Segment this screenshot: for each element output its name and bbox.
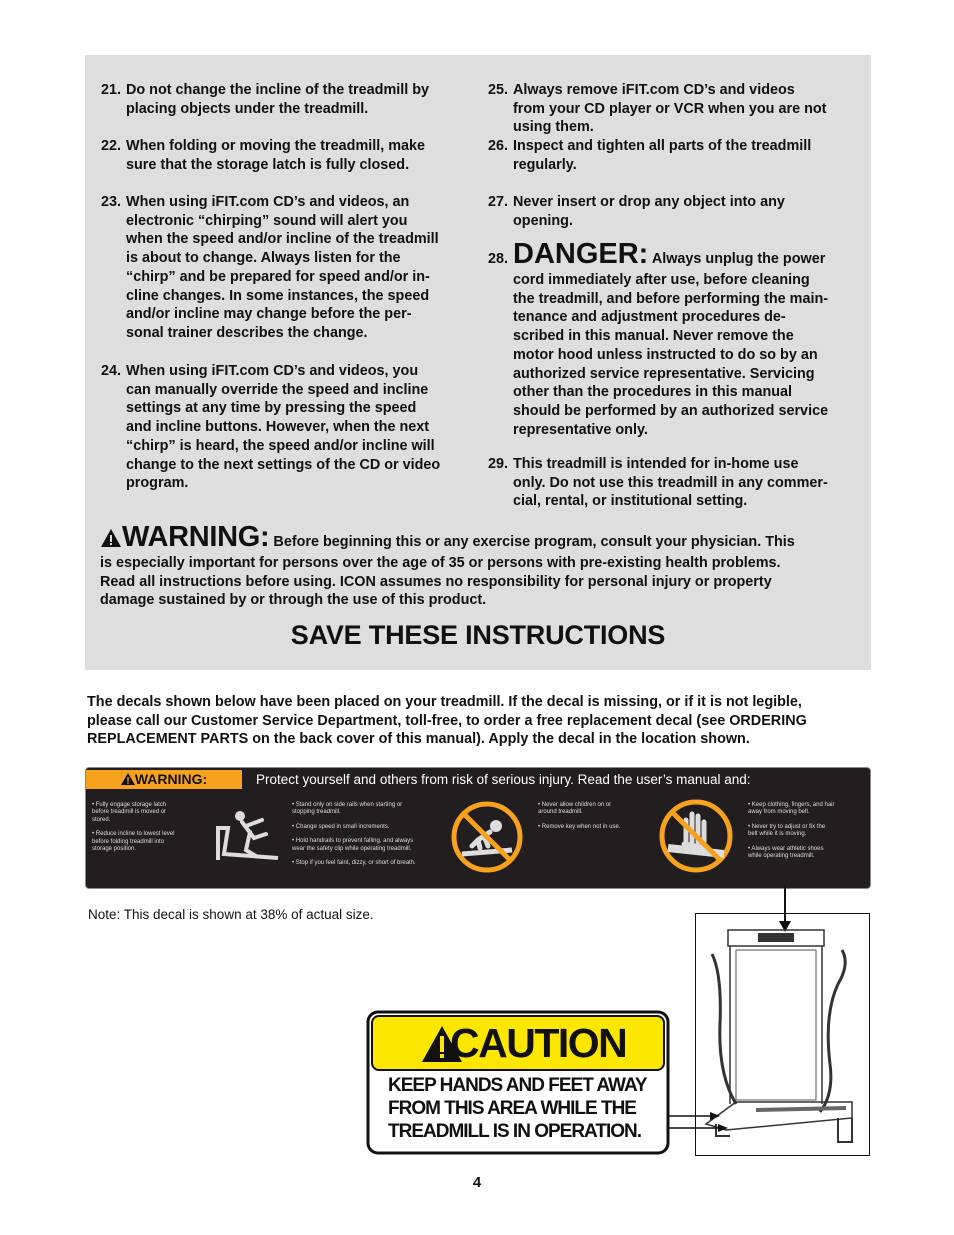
list-item: 21. Do not change the incline of the treadmill by placing objects under the treadmill. [101,82,430,117]
no-hands-icon [658,798,734,874]
list-item: 27. Never insert or drop any object into any opening. [488,194,785,229]
no-children-icon [450,800,524,874]
decal-headline: Protect yourself and others from risk of serious injury. Read the user’s manual and: [256,772,751,787]
decal-warning-label: WARNING: [86,770,242,789]
list-item: 24. When using iFIT.com CD’s and videos, you can manually override the speed and incline settings at any time by pressing the speed and incline buttons. However, when the next “chirp” is heard, the speed and/or incline will change to the next settings of the CD or video program. [101,363,441,492]
caution-text: KEEP HANDS AND FEET AWAY FROM THIS AREA WHILE THE TREADMILL IS IN OPERATION. [388,1075,647,1142]
warning-heading: WARNING: [122,521,270,553]
falling-person-icon [210,798,282,866]
warning-triangle-icon [121,773,135,785]
warning-triangle-icon [100,528,122,548]
danger-item: 28. DANGER: Always unplug the power cord immediately after use, before cleaning the treadmill, and before performing the main- tenance and adjustment procedures de- scribed in this manual. Never remove the motor hood unless instructed to do so by an authorized service representative. Servicing other than the procedures in this manual should be performed by an authorized service representative only. [488,238,829,438]
list-item: 26. Inspect and tighten all parts of the treadmill regularly. [488,138,812,173]
decal-text-col2: • Stand only on side rails when starting or stopping treadmill. • Change speed in small increments. • Hold handrails to prevent falling, and always wear the safety clip while operating treadmill. • Stop if you feel faint, dizzy, or short of breath. [292,802,416,867]
caution-location-arrow [668,1112,732,1134]
list-item: 25. Always remove iFIT.com CD’s and videos from your CD player or VCR when you are not using them. [488,82,827,136]
decal-text-col3: • Never allow children on or around treadmill. • Remove key when not in use. [538,802,621,830]
save-instructions-title: SAVE THESE INSTRUCTIONS [290,620,666,650]
warning-paragraph: WARNING: Before beginning this or any exercise program, consult your physician. This is especially important for persons over the age of 35 or persons with pre-existing health problems. Read all instructions before using. ICON assumes no responsibility for personal injury or property damage sustained by or through the use of this product. [100,521,795,609]
warning-decal [85,767,871,889]
caution-title: CAUTION [450,1020,627,1066]
danger-heading: DANGER: [513,238,649,270]
list-item: 22. When folding or moving the treadmill, make sure that the storage latch is fully closed. [101,138,426,173]
list-item: 23. When using iFIT.com CD’s and videos, an electronic “chirping” sound will alert you when the speed and/or incline of the treadmill is about to change. Always listen for the “chirp” and be prepared for speed and/or in- cline changes. In some instances, the speed and/or incline may change before the per- sonal trainer describes the change. [101,194,439,341]
decal-text-col1: • Fully engage storage latch before treadmill is moved or stored. • Reduce incline to lowest level before folding treadmill into storage position. [92,802,175,853]
caution-decal [366,1010,670,1155]
decal-intro: The decals shown below have been placed on your treadmill. If the decal is missing, or if it is not legible, please call our Customer Service Department, toll-free, to order a free replacement decal (see ORDERING REPLACEMENT PARTS on the back cover of this manual). Apply the decal in the location shown. [87,694,807,748]
decal-text-col4: • Keep clothing, fingers, and hair away from moving belt. • Never try to adjust or fix the belt while it is moving. • Always wear athletic shoes while operating treadmill. [748,802,835,860]
list-item: 29. This treadmill is intended for in-home use only. Do not use this treadmill in any commer- cial, rental, or institutional setting. [488,456,828,510]
decal-size-note: Note: This decal is shown at 38% of actual size. [88,907,374,922]
page-number: 4 [472,1174,482,1191]
